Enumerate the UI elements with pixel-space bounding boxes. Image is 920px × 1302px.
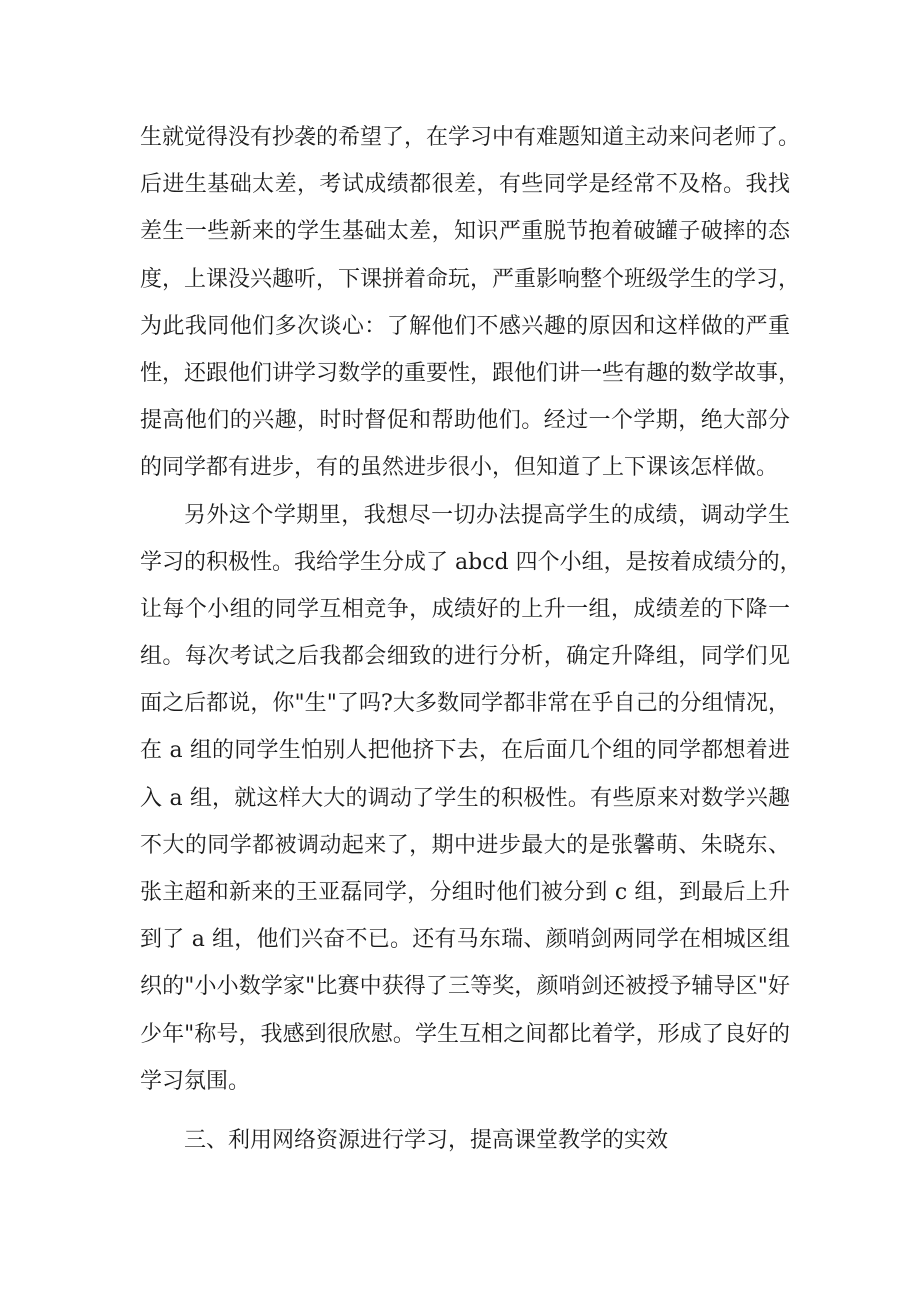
paragraph-line: 面之后都说，你"生"了吗?大多数同学都非常在乎自己的分组情况， bbox=[140, 691, 790, 717]
paragraph-1 bbox=[140, 114, 801, 492]
paragraph-line: 差生一些新来的学生基础太差，知识严重脱节抱着破罐子破摔的态 bbox=[140, 219, 790, 245]
paragraph-line: 让每个小组的同学互相竞争，成绩好的上升一组，成绩差的下降一 bbox=[140, 596, 790, 622]
paragraph-line: 入 a 组，就这样大大的调动了学生的积极性。有些原来对数学兴趣 bbox=[140, 785, 790, 811]
paragraph-line: 性，还跟他们讲学习数学的重要性，跟他们讲一些有趣的数学故事， bbox=[140, 360, 801, 386]
paragraph-line: 学习的积极性。我给学生分成了 abcd 四个小组，是按着成绩分的， bbox=[140, 549, 802, 575]
paragraph-line: 学习氛围。 bbox=[140, 1068, 251, 1094]
paragraph-line: 张主超和新来的王亚磊同学，分组时他们被分到 c 组，到最后上升 bbox=[140, 880, 790, 905]
document-body bbox=[140, 114, 802, 1164]
paragraph-line: 后进生基础太差，考试成绩都很差，有些同学是经常不及格。我找 bbox=[140, 172, 790, 198]
section-heading: 三、利用网络资源进行学习，提高课堂教学的实效 bbox=[184, 1127, 669, 1153]
paragraph-line: 在 a 组的同学生怕别人把他挤下去，在后面几个组的同学都想着进 bbox=[140, 738, 790, 764]
paragraph-line: 提高他们的兴趣，时时督促和帮助他们。经过一个学期，绝大部分 bbox=[140, 408, 790, 434]
paragraph-line: 织的"小小数学家"比赛中获得了三等奖，颜哨剑还被授予辅导区"好 bbox=[140, 974, 790, 1000]
paragraph-line: 不大的同学都被调动起来了，期中进步最大的是张馨萌、朱晓东、 bbox=[140, 832, 790, 858]
paragraph-line: 为此我同他们多次谈心：了解他们不感兴趣的原因和这样做的严重 bbox=[140, 313, 790, 339]
paragraph-line: 的同学都有进步，有的虽然进步很小，但知道了上下课该怎样做。 bbox=[140, 455, 779, 481]
paragraph-line: 组。每次考试之后我都会细致的进行分析，确定升降组，同学们见 bbox=[140, 644, 790, 670]
paragraph-2 bbox=[140, 492, 802, 1105]
paragraph-line: 生就觉得没有抄袭的希望了，在学习中有难题知道主动来问老师了。 bbox=[140, 125, 801, 150]
paragraph-line: 到了 a 组，他们兴奋不已。还有马东瑞、颜哨剑两同学在相城区组 bbox=[140, 927, 790, 953]
paragraph-line: 少年"称号，我感到很欣慰。学生互相之间都比着学，形成了良好的 bbox=[140, 1021, 790, 1047]
paragraph-line: 另外这个学期里，我想尽一切办法提高学生的成绩，调动学生 bbox=[184, 502, 790, 528]
paragraph-line: 度，上课没兴趣听，下课拼着命玩，严重影响整个班级学生的学习， bbox=[140, 266, 801, 292]
